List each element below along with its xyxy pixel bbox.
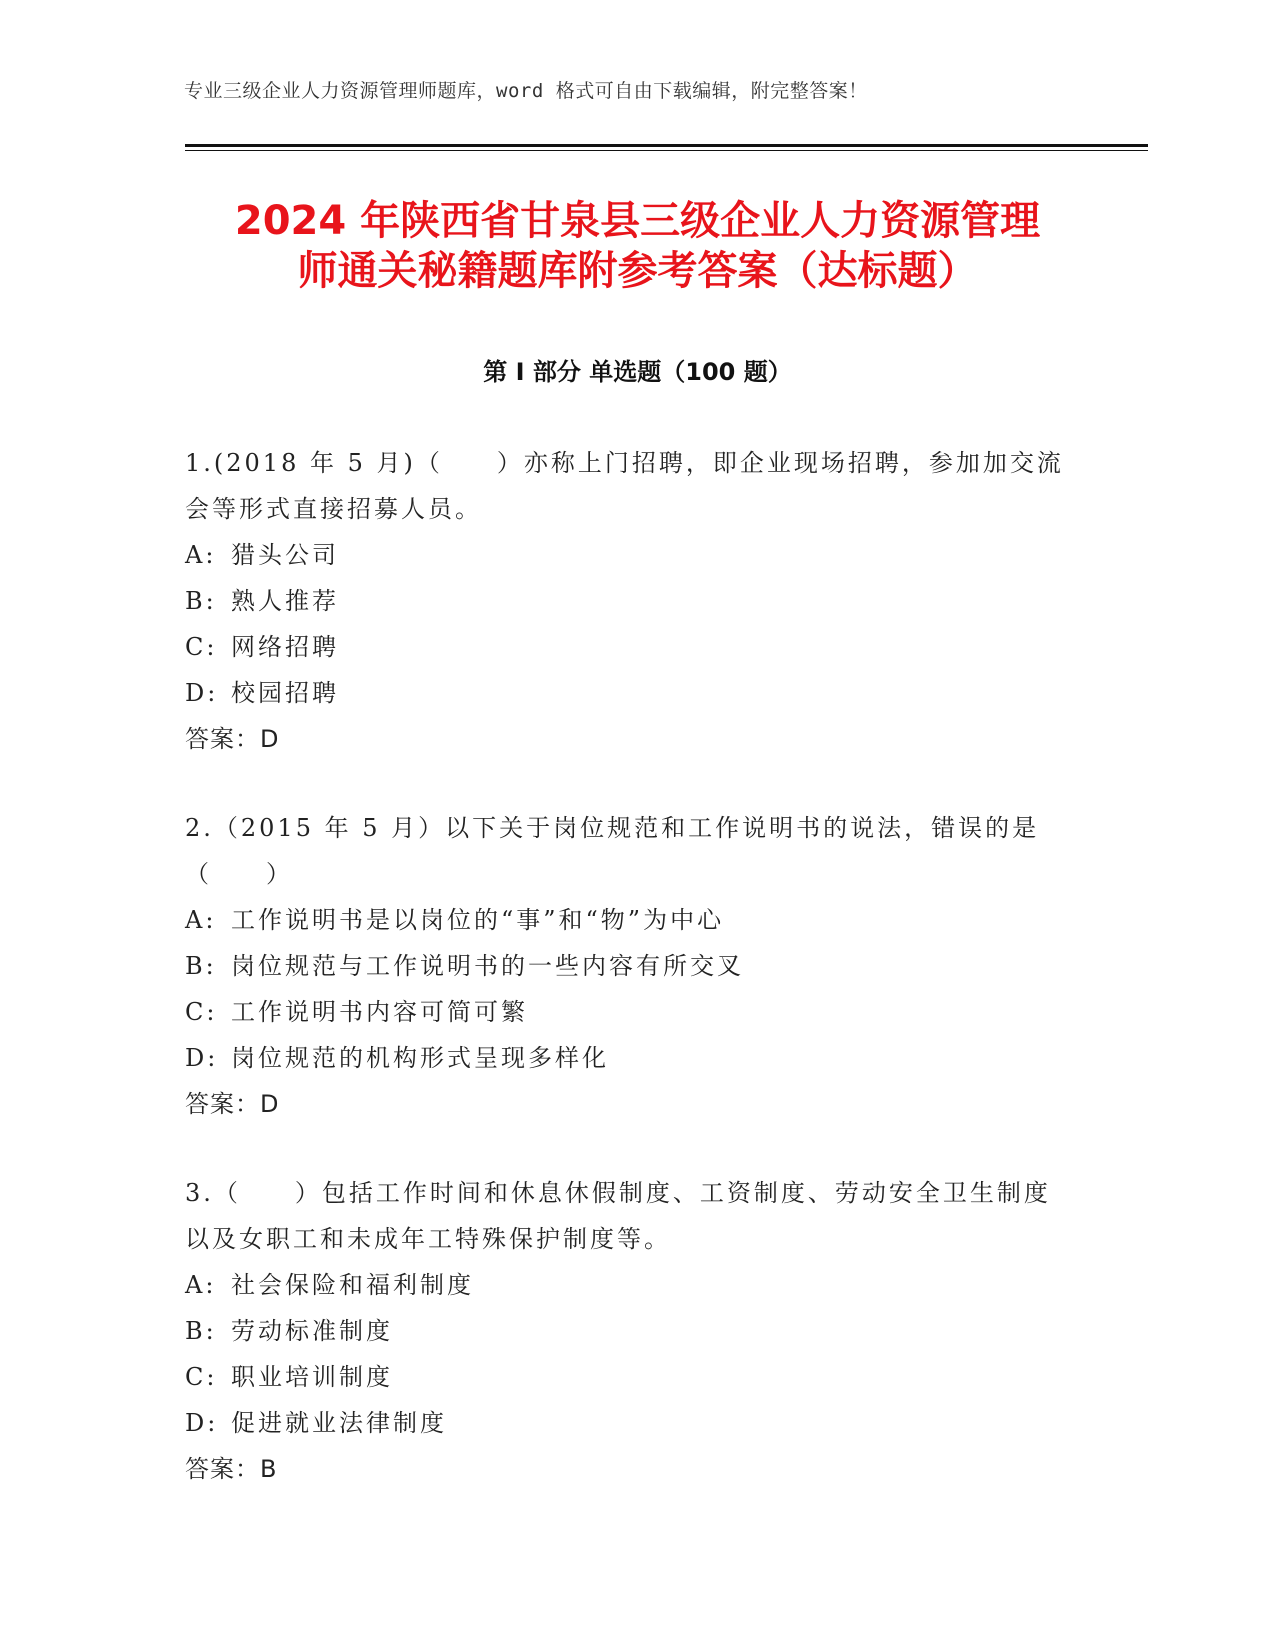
option-letter: B: (185, 587, 217, 615)
section-title: 第 I 部分 单选题（100 题） (483, 358, 792, 386)
question-2 (185, 805, 1075, 1127)
question-stem: 1.(2018 年 5 月)（ ）亦称上门招聘，即企业现场招聘，参加加交流会等形式直接招募人员。 (185, 449, 1064, 523)
header-rule-thick (185, 144, 1148, 147)
option-letter: C: (185, 633, 218, 661)
document-title-line-1: 2024 年陕西省甘泉县三级企业人力资源管理 (234, 198, 1041, 244)
option-c (185, 624, 1075, 670)
question-3 (185, 1170, 1075, 1492)
option-letter: A: (185, 906, 217, 934)
question-1 (185, 440, 1075, 762)
option-letter: C: (185, 998, 218, 1026)
option-text: 岗位规范与工作说明书的一些内容有所交叉 (231, 952, 744, 980)
option-d (185, 1035, 1075, 1081)
option-text: 网络招聘 (231, 633, 339, 661)
question-stem: 2.（2015 年 5 月）以下关于岗位规范和工作说明书的说法，错误的是（ ） (185, 814, 1040, 888)
option-b (185, 1308, 1075, 1354)
answer: 答案：D (185, 1090, 280, 1118)
option-letter: D: (185, 679, 219, 707)
option-letter: D: (185, 1409, 219, 1437)
option-letter: C: (185, 1363, 218, 1391)
option-letter: D: (185, 1044, 219, 1072)
option-a (185, 897, 1075, 943)
document-title (0, 196, 1275, 296)
option-text: 促进就业法律制度 (231, 1409, 447, 1437)
answer: 答案：B (185, 1455, 278, 1483)
header-rule-thin (185, 150, 1148, 151)
option-text: 劳动标准制度 (231, 1317, 393, 1345)
option-text: 校园招聘 (231, 679, 339, 707)
question-stem: 3.（ ）包括工作时间和休息休假制度、工资制度、劳动安全卫生制度以及女职工和未成年工特殊保护制度等。 (185, 1179, 1051, 1253)
option-c (185, 1354, 1075, 1400)
option-letter: A: (185, 1271, 217, 1299)
document-title-line-2: 师通关秘籍题库附参考答案（达标题） (297, 248, 978, 294)
option-d (185, 1400, 1075, 1446)
option-text: 工作说明书内容可简可繁 (231, 998, 528, 1026)
option-c (185, 989, 1075, 1035)
option-text: 岗位规范的机构形式呈现多样化 (231, 1044, 609, 1072)
header-note: 专业三级企业人力资源管理师题库，word 格式可自由下载编辑，附完整答案！ (184, 80, 868, 102)
option-text: 职业培训制度 (231, 1363, 393, 1391)
option-b (185, 578, 1075, 624)
option-b (185, 943, 1075, 989)
option-text: 熟人推荐 (231, 587, 339, 615)
answer: 答案：D (185, 725, 280, 753)
option-letter: B: (185, 1317, 217, 1345)
option-a (185, 532, 1075, 578)
option-text: 猎头公司 (231, 541, 339, 569)
option-letter: B: (185, 952, 217, 980)
option-text: 社会保险和福利制度 (231, 1271, 474, 1299)
option-a (185, 1262, 1075, 1308)
option-text: 工作说明书是以岗位的“事”和“物”为中心 (231, 906, 725, 934)
option-letter: A: (185, 541, 217, 569)
option-d (185, 670, 1075, 716)
